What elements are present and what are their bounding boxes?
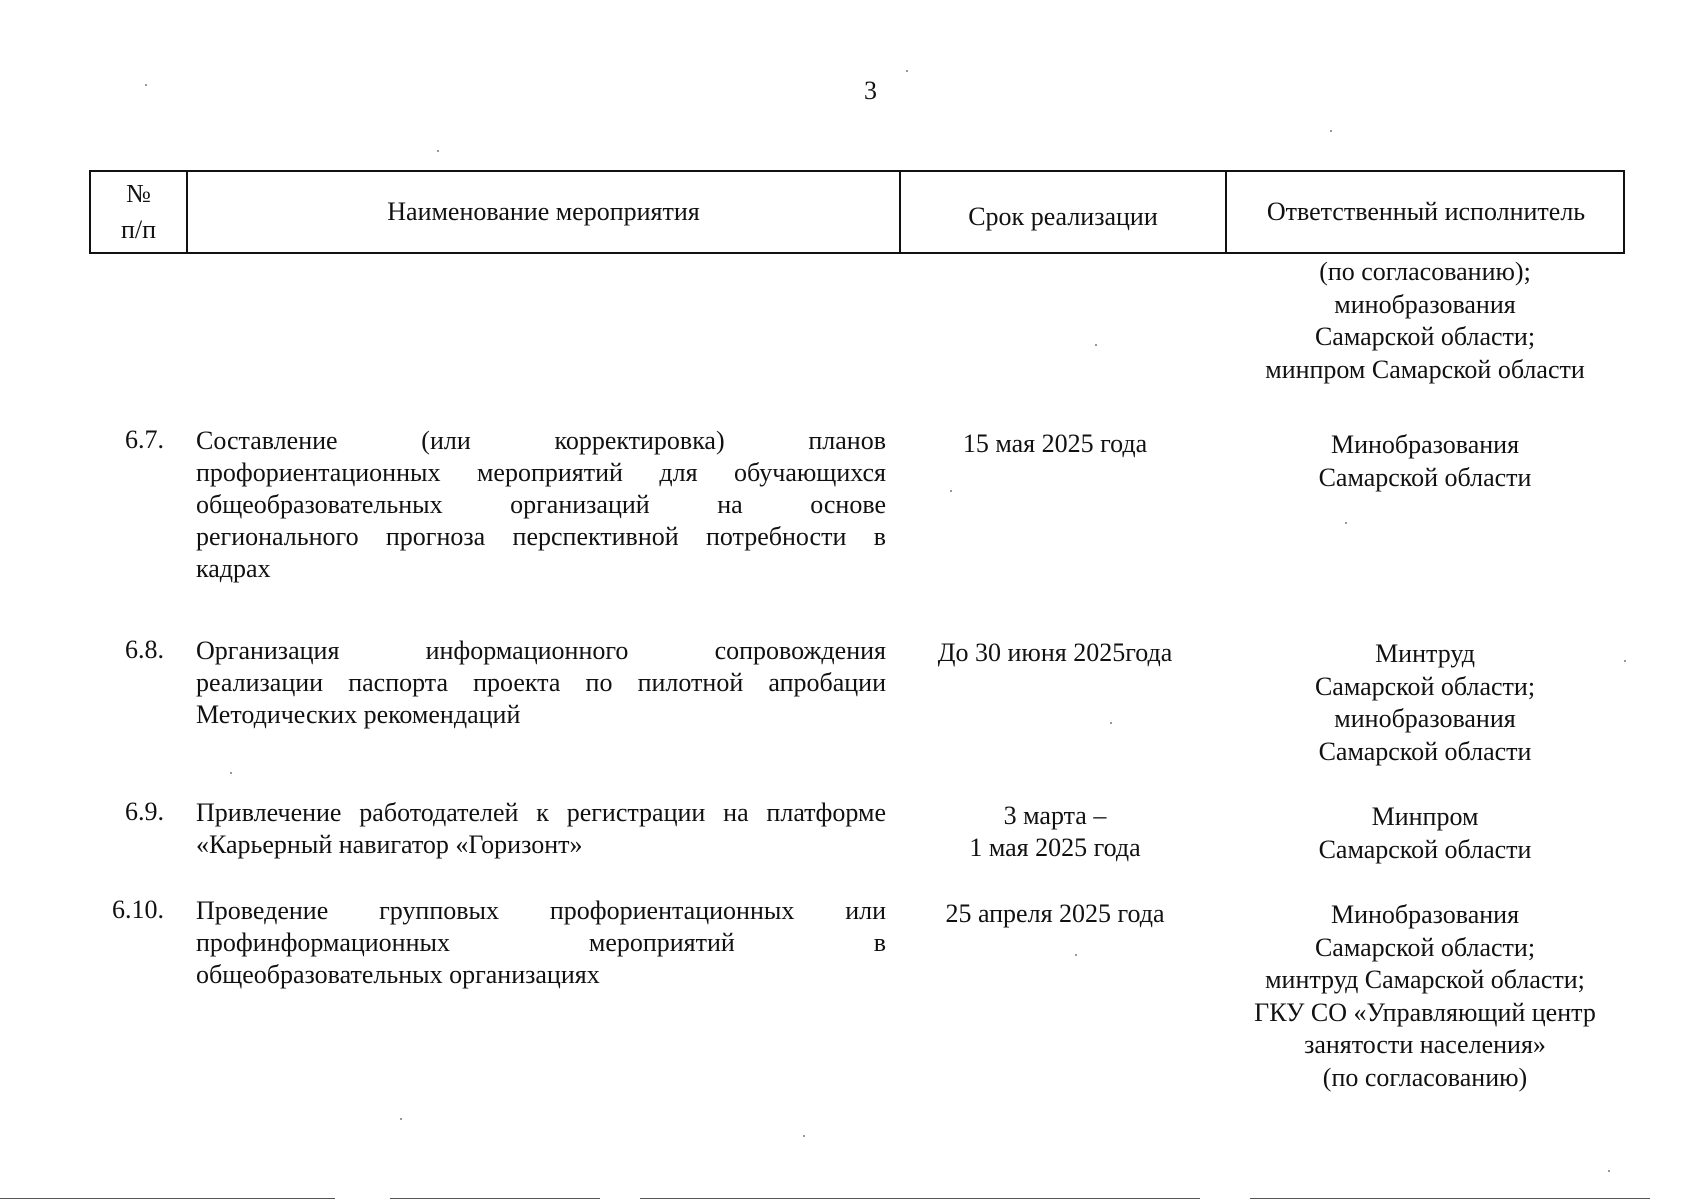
row-executor (1225, 899, 1625, 1094)
row-name (196, 425, 886, 585)
row-executor-line: Минобразования (1330, 430, 1520, 459)
scan-speck (400, 1118, 402, 1120)
row-term (905, 898, 1205, 930)
page-number: 3 (864, 76, 877, 105)
row-name-line: реализации паспорта проекта по пилотной апробации (196, 668, 886, 697)
row-executor (1225, 429, 1625, 494)
header-term-cell: Срок реализации (901, 172, 1227, 252)
row-name-line: Привлечение работодателей к регистрации на платформе (196, 798, 886, 827)
scan-speck (1608, 1170, 1610, 1172)
continued-executor-line: минобразования (1334, 289, 1516, 319)
row-name-line: Составление (или корректировка) планов (196, 426, 886, 455)
row-executor-line: Минтруд (1375, 639, 1475, 668)
scan-speck (1110, 722, 1112, 724)
table-header (89, 170, 1625, 254)
row-name-line: профинформационных мероприятий в (196, 928, 886, 957)
continued-executor-line: (по согласованию); (1319, 257, 1531, 286)
row-executor-line: (по согласованию) (1322, 1062, 1528, 1092)
row-executor-line: Минобразования (1330, 900, 1520, 929)
row-name (196, 895, 886, 991)
row-executor-line: Самарской области (1318, 736, 1532, 766)
row-executor-line: Минпром (1371, 802, 1479, 831)
row-term-line: 3 марта – (1003, 801, 1107, 830)
row-name-line: профориентационных мероприятий для обучающихся (196, 458, 886, 487)
scan-speck (1330, 130, 1332, 132)
row-name-line: Проведение групповых профориентационных или (196, 896, 886, 925)
scan-speck (906, 70, 908, 72)
scan-edge-line (390, 1198, 600, 1199)
row-executor-line: Самарской области (1318, 462, 1532, 492)
header-number-abbr: п/п (120, 215, 157, 244)
row-name-line: общеобразовательных организаций на основе (196, 490, 886, 519)
row-term-line: 1 мая 2025 года (969, 833, 1141, 862)
row-name (196, 797, 886, 861)
scan-edge-line (640, 1198, 1200, 1199)
row-term-line: 25 апреля 2025 года (945, 899, 1165, 928)
row-term-line: До 30 июня 2025года (937, 638, 1173, 667)
continued-executor-line: минпром Самарской области (1265, 354, 1585, 384)
row-executor-line: занятости населения» (1304, 1030, 1546, 1059)
header-executor-cell: Ответственный исполнитель (1266, 197, 1586, 226)
row-number: 6.10. (112, 895, 164, 924)
row-executor (1225, 638, 1625, 768)
continued-executor (1225, 256, 1625, 386)
scan-speck (1095, 344, 1097, 346)
scan-speck (437, 150, 439, 152)
scan-speck (950, 490, 952, 492)
row-name (196, 635, 886, 731)
row-name-line: регионального прогноза перспективной потребности в (196, 522, 886, 551)
row-number: 6.8. (125, 635, 164, 664)
row-term-line: 15 мая 2025 года (962, 429, 1148, 458)
row-name-line: Организация информационного сопровождения (196, 636, 886, 665)
row-name-line: Методических рекомендаций (196, 700, 521, 729)
row-term (905, 428, 1205, 460)
row-executor-line: ГКУ СО «Управляющий центр (1254, 997, 1596, 1027)
scan-speck (1345, 522, 1347, 524)
row-name-line: кадрах (196, 554, 271, 583)
row-number: 6.9. (125, 797, 164, 826)
row-executor-line: минтруд Самарской области; (1265, 965, 1585, 994)
row-executor-line: Самарской области; (1314, 932, 1536, 962)
scan-speck (803, 1135, 805, 1137)
row-name-line: общеобразовательных организациях (196, 960, 600, 989)
row-number: 6.7. (125, 425, 164, 454)
row-term (905, 800, 1205, 864)
scan-speck (1075, 954, 1077, 956)
header-number-sign: № (126, 179, 151, 208)
row-executor-line: Самарской области; (1314, 671, 1536, 701)
scan-speck (230, 772, 232, 774)
scan-edge-line (0, 1198, 335, 1199)
header-name-cell: Наименование мероприятия (188, 172, 901, 252)
scan-edge-line (1250, 1198, 1650, 1199)
row-name-line: «Карьерный навигатор «Горизонт» (196, 830, 583, 859)
scan-speck (1624, 660, 1626, 662)
header-number-cell (91, 172, 188, 252)
row-executor-line: минобразования (1334, 704, 1516, 733)
row-executor (1225, 801, 1625, 866)
row-executor-line: Самарской области (1318, 834, 1532, 864)
row-term (905, 637, 1205, 669)
scan-speck (145, 84, 147, 86)
continued-executor-line: Самарской области; (1314, 322, 1536, 351)
